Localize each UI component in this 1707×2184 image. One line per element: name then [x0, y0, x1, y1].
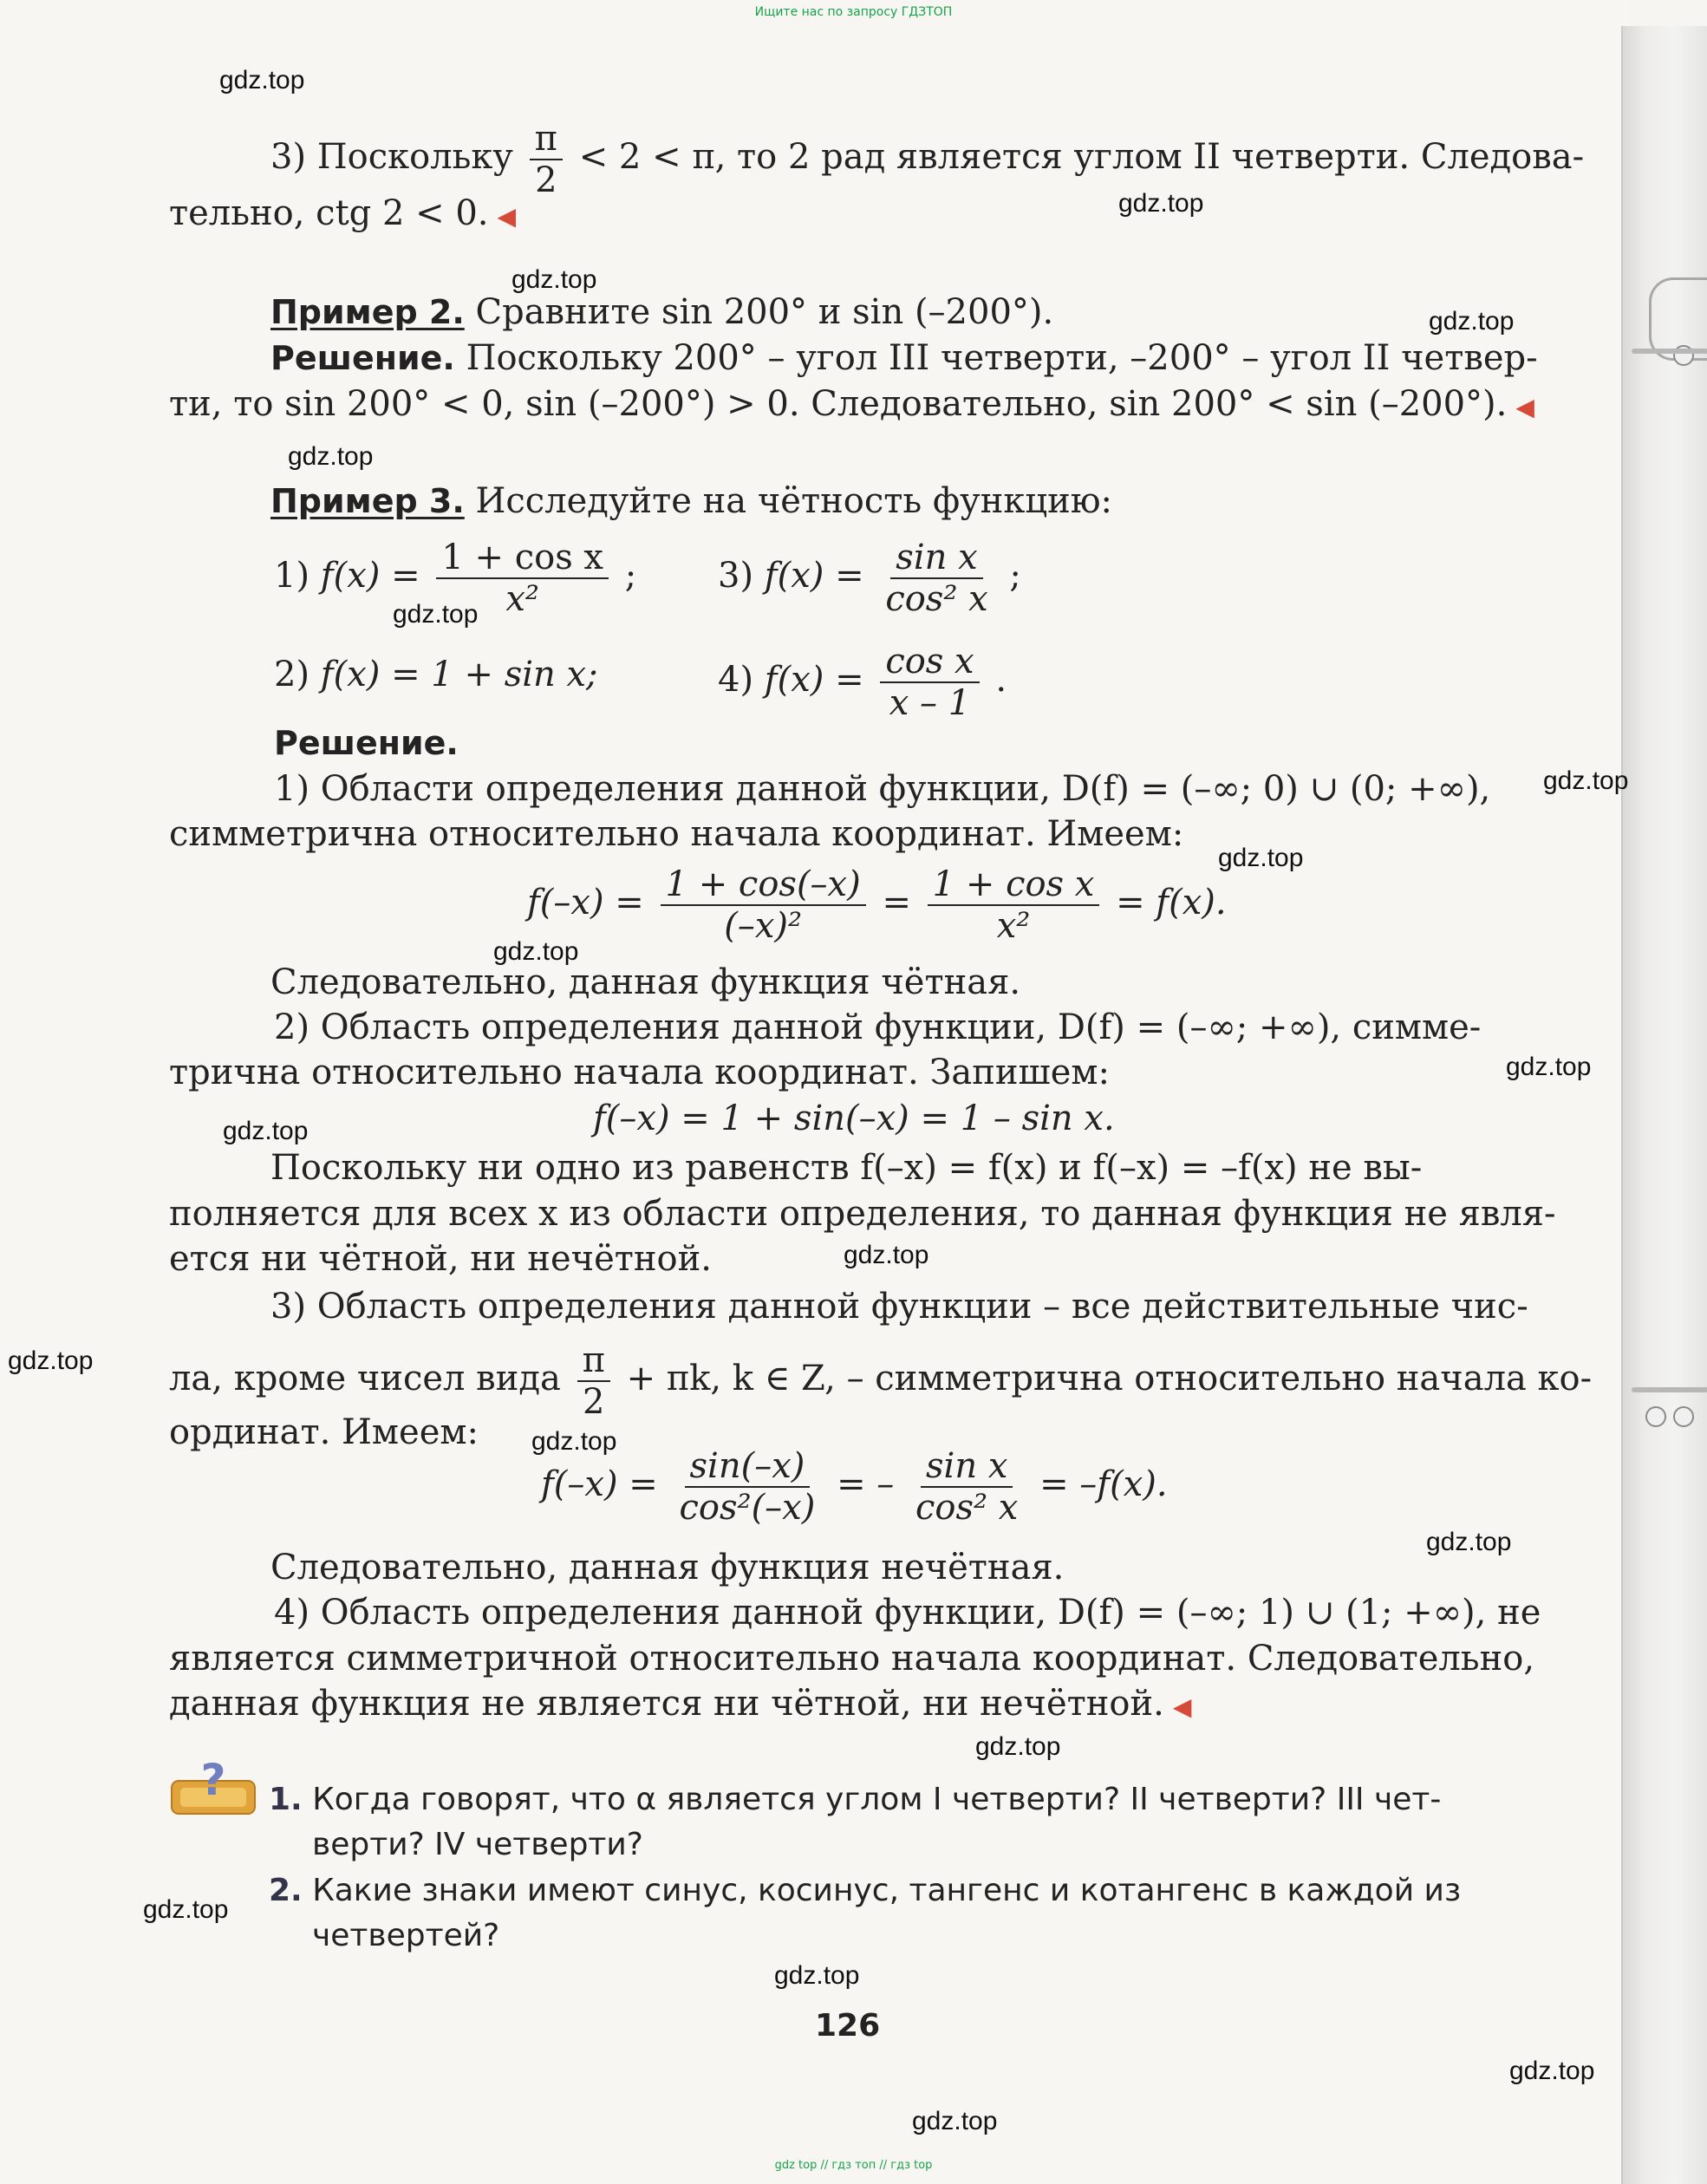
- solution-text: Поскольку 200° – угол III четверти, –200° – угол II четвер-: [466, 338, 1538, 378]
- fraction-den: cos² x: [915, 1488, 1019, 1528]
- fraction-num: 1 + cos x: [928, 864, 1100, 906]
- svg-text:?: ?: [200, 1757, 226, 1805]
- header-note: Ищите нас по запросу ГДЗТОП: [754, 5, 953, 19]
- page-number: 126: [815, 2008, 881, 2044]
- fraction-num: sin(–x): [685, 1446, 811, 1488]
- equation-rhs: = f(x).: [1116, 883, 1227, 922]
- fraction: [661, 864, 866, 946]
- watermark: gdz.top: [531, 1427, 617, 1456]
- solution-2-line3: Поскольку ни одно из равенств f(–x) = f(x) и f(–x) = –f(x) не вы-: [270, 1148, 1423, 1188]
- example-2-solution-line1: [270, 338, 1538, 378]
- solution-2-line1: 2) Область определения данной функции, D(f) = (–∞; +∞), симме-: [274, 1007, 1482, 1047]
- question-number: 1.: [269, 1782, 303, 1817]
- watermark: gdz.top: [143, 1895, 229, 1924]
- function-expression: f(x) = 1 + sin x;: [320, 655, 598, 694]
- para-3-lead: 3) Поскольку: [270, 137, 513, 177]
- fraction-num: π: [530, 119, 563, 160]
- question-2-line2: четвертей?: [312, 1918, 500, 1953]
- fraction-den: x – 1: [889, 683, 971, 723]
- watermark: gdz.top: [288, 442, 374, 471]
- function-4: [718, 642, 1007, 723]
- example-2: [270, 292, 1054, 332]
- example-2-solution-line2: [169, 384, 1534, 424]
- watermark: gdz.top: [223, 1117, 309, 1145]
- item-number: 4): [718, 660, 754, 700]
- para-3-conclusion: тельно, ctg 2 < 0.: [169, 193, 489, 233]
- fraction-pi-over-2: [530, 119, 563, 200]
- question-1-line1: [269, 1784, 1441, 1816]
- fraction-den: x²: [996, 906, 1031, 946]
- question-icon: [170, 1757, 257, 1817]
- watermark: gdz.top: [1429, 307, 1515, 336]
- fraction-den: cos² x: [885, 579, 988, 619]
- watermark: gdz.top: [1218, 844, 1304, 872]
- function-lhs: f(x) =: [764, 660, 864, 700]
- solution-3-conclusion: Следовательно, данная функция нечётная.: [270, 1548, 1065, 1587]
- solution-3-line2: [169, 1340, 1592, 1422]
- watermark: gdz.top: [844, 1241, 929, 1269]
- para-3-line2: [169, 193, 517, 233]
- solution-4-line1: 4) Область определения данной функции, D(f) = (–∞; 1) ∪ (1; +∞), не: [274, 1593, 1541, 1633]
- fraction-num: sin x: [890, 538, 982, 579]
- watermark: gdz.top: [975, 1732, 1061, 1761]
- fraction: [910, 1446, 1023, 1528]
- watermark: gdz.top: [1118, 189, 1204, 218]
- para-3-line1: [270, 119, 1584, 200]
- end-marker-icon: ◀: [497, 202, 517, 231]
- fraction: [880, 538, 993, 619]
- fraction-den: (–x)²: [724, 906, 803, 946]
- solution-2-equation: f(–x) = 1 + sin(–x) = 1 – sin x.: [593, 1099, 1115, 1138]
- fraction-den: 2: [535, 160, 557, 200]
- solution-label: Решение.: [270, 339, 455, 377]
- function-1: [274, 538, 636, 619]
- equation-lhs: f(–x) =: [527, 883, 644, 922]
- watermark: gdz.top: [912, 2107, 998, 2135]
- end-marker-icon: ◀: [1172, 1692, 1192, 1721]
- solution-1-equation: [527, 864, 1227, 946]
- function-lhs: f(x) =: [764, 556, 864, 596]
- solution-2-line2: трична относительно начала координат. Запишем:: [169, 1053, 1110, 1092]
- solution-1-line1: 1) Области определения данной функции, D(f) = (–∞; 0) ∪ (0; +∞),: [274, 769, 1491, 809]
- solution-3-equation: [541, 1446, 1168, 1528]
- equals-sign: =: [882, 883, 911, 922]
- watermark: gdz.top: [393, 600, 479, 629]
- punctuation: ;: [624, 556, 637, 596]
- fraction: [880, 642, 979, 723]
- watermark: gdz.top: [1509, 2057, 1595, 2085]
- question-2-line1: [269, 1875, 1461, 1907]
- fraction-num: 1 + cos(–x): [661, 864, 866, 906]
- solution-text: ти, то sin 200° < 0, sin (–200°) > 0. Следовательно, sin 200° < sin (–200°).: [169, 384, 1508, 424]
- watermark: gdz.top: [219, 66, 305, 95]
- fraction-num: π: [577, 1340, 610, 1382]
- fraction-num: cos x: [880, 642, 979, 683]
- watermark: gdz.top: [493, 937, 579, 966]
- watermark: gdz.top: [1426, 1528, 1512, 1556]
- question-text: Какие знаки имеют синус, косинус, тангенс и котангенс в каждой из: [312, 1873, 1462, 1908]
- solution-2-line5: ется ни чётной, ни нечётной.: [169, 1239, 712, 1279]
- fraction: [674, 1446, 821, 1528]
- example-3-label: Пример 3.: [270, 482, 465, 520]
- watermark: gdz.top: [1506, 1053, 1592, 1081]
- example-3-text: Исследуйте на чётность функцию:: [475, 481, 1113, 521]
- fraction-den: cos²(–x): [679, 1488, 816, 1528]
- fraction: [928, 864, 1100, 946]
- fraction-den: 2: [582, 1382, 605, 1422]
- solution-4-line3: [169, 1684, 1192, 1724]
- solution-heading: Решение.: [274, 724, 459, 762]
- text: ла, кроме чисел вида: [169, 1359, 561, 1398]
- example-2-text: Сравните sin 200° и sin (–200°).: [475, 292, 1054, 332]
- edge-bar: [1632, 1387, 1707, 1392]
- example-3: [270, 481, 1113, 521]
- equation-lhs: f(–x) =: [541, 1464, 658, 1504]
- solution-1-line2: симметрична относительно начала координат. Имеем:: [169, 814, 1184, 854]
- solution-3-line1: 3) Область определения данной функции – все действительные чис-: [270, 1287, 1528, 1327]
- solution-3-line3: ординат. Имеем:: [169, 1412, 479, 1452]
- item-number: 1): [274, 556, 310, 596]
- equals-sign: = –: [837, 1464, 895, 1504]
- punctuation: ;: [1009, 556, 1021, 596]
- text: данная функция не является ни чётной, ни нечётной.: [169, 1684, 1164, 1724]
- text: + πk, k ∈ Z, – симметрична относительно начала ко-: [626, 1359, 1593, 1398]
- equation-rhs: = –f(x).: [1039, 1464, 1168, 1504]
- watermark: gdz.top: [774, 1961, 860, 1990]
- solution-2-line4: полняется для всех x из области определения, то данная функция не явля-: [169, 1194, 1556, 1234]
- fraction-num: sin x: [921, 1446, 1013, 1488]
- para-3-rel: < 2 < π, то 2 рад является углом II четверти. Следова-: [578, 137, 1585, 177]
- question-number: 2.: [269, 1873, 303, 1908]
- function-2: [274, 657, 598, 692]
- fraction-den: x²: [505, 579, 539, 619]
- function-3: [718, 538, 1021, 619]
- example-2-label: Пример 2.: [270, 293, 465, 331]
- question-1-line2: верти? IV четверти?: [312, 1827, 643, 1862]
- solution-1-conclusion: Следовательно, данная функция чётная.: [270, 962, 1021, 1002]
- watermark: gdz.top: [8, 1346, 94, 1375]
- punctuation: .: [995, 660, 1007, 700]
- page-edge: [1621, 26, 1707, 2184]
- item-number: 2): [274, 655, 310, 694]
- fraction-num: 1 + cos x: [436, 538, 609, 579]
- watermark: gdz.top: [1543, 766, 1629, 795]
- end-marker-icon: ◀: [1515, 393, 1534, 421]
- question-text: Когда говорят, что α является углом I четверти? II четверти? III чет-: [312, 1782, 1442, 1817]
- watermark: gdz.top: [511, 265, 597, 294]
- edge-bar: [1632, 349, 1707, 354]
- fraction-pi-over-2: [577, 1340, 610, 1422]
- ring-hole: [1645, 1406, 1666, 1427]
- footer-note: gdz top // гдз топ // гдз top: [774, 2159, 933, 2172]
- ring-hole: [1673, 1406, 1694, 1427]
- item-number: 3): [718, 556, 754, 596]
- function-lhs: f(x) =: [320, 556, 420, 596]
- fraction: [436, 538, 609, 619]
- solution-4-line2: является симметричной относительно начала координат. Следовательно,: [169, 1639, 1535, 1679]
